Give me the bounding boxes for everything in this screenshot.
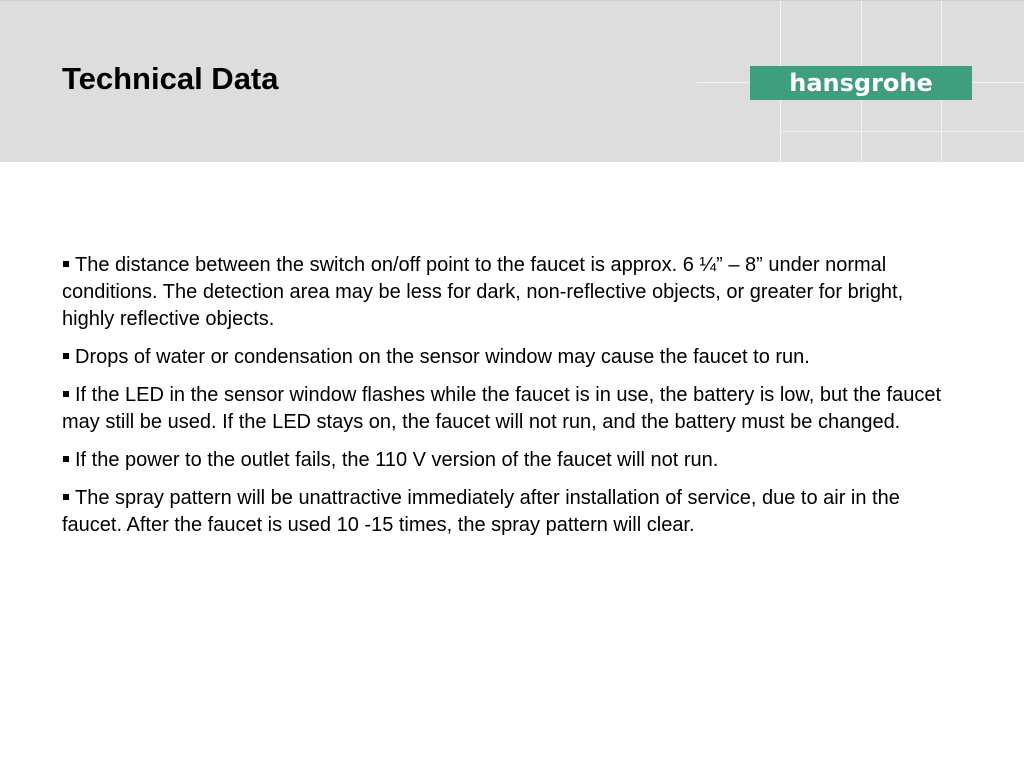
square-bullet-icon (63, 353, 69, 359)
logo-text: hansgrohe (789, 69, 933, 97)
bullet-list (62, 252, 942, 550)
bullet-text: Drops of water or condensation on the sensor window may cause the faucet to run. (75, 346, 810, 368)
bullet-text: If the LED in the sensor window flashes while the faucet is in use, the battery is low, but the faucet may still be used. If the LED stays on, the faucet will not run, and the battery must be changed. (62, 384, 942, 433)
bullet-text: The spray pattern will be unattractive immediately after installation of service, due to air in the faucet. After the faucet is used 10 -15 times, the spray pattern will clear. (62, 487, 900, 536)
bullet-item (62, 382, 942, 436)
bullet-item (62, 447, 942, 474)
bullet-text: The distance between the switch on/off point to the faucet is approx. 6 ¼” – 8” under normal conditions. The detection area may be less for dark, non-reflective objects, or greater for bright, highly reflective objects. (62, 254, 904, 330)
bullet-item (62, 485, 942, 539)
square-bullet-icon (63, 391, 69, 397)
page-title: Technical Data (62, 61, 279, 96)
bullet-item (62, 344, 942, 371)
square-bullet-icon (63, 494, 69, 500)
square-bullet-icon (63, 456, 69, 462)
square-bullet-icon (63, 261, 69, 267)
bullet-item (62, 252, 942, 333)
hansgrohe-logo (750, 66, 972, 100)
decorative-grid-line (780, 131, 1024, 132)
bullet-text: If the power to the outlet fails, the 110 V version of the faucet will not run. (75, 449, 719, 471)
header-band (0, 0, 1024, 162)
